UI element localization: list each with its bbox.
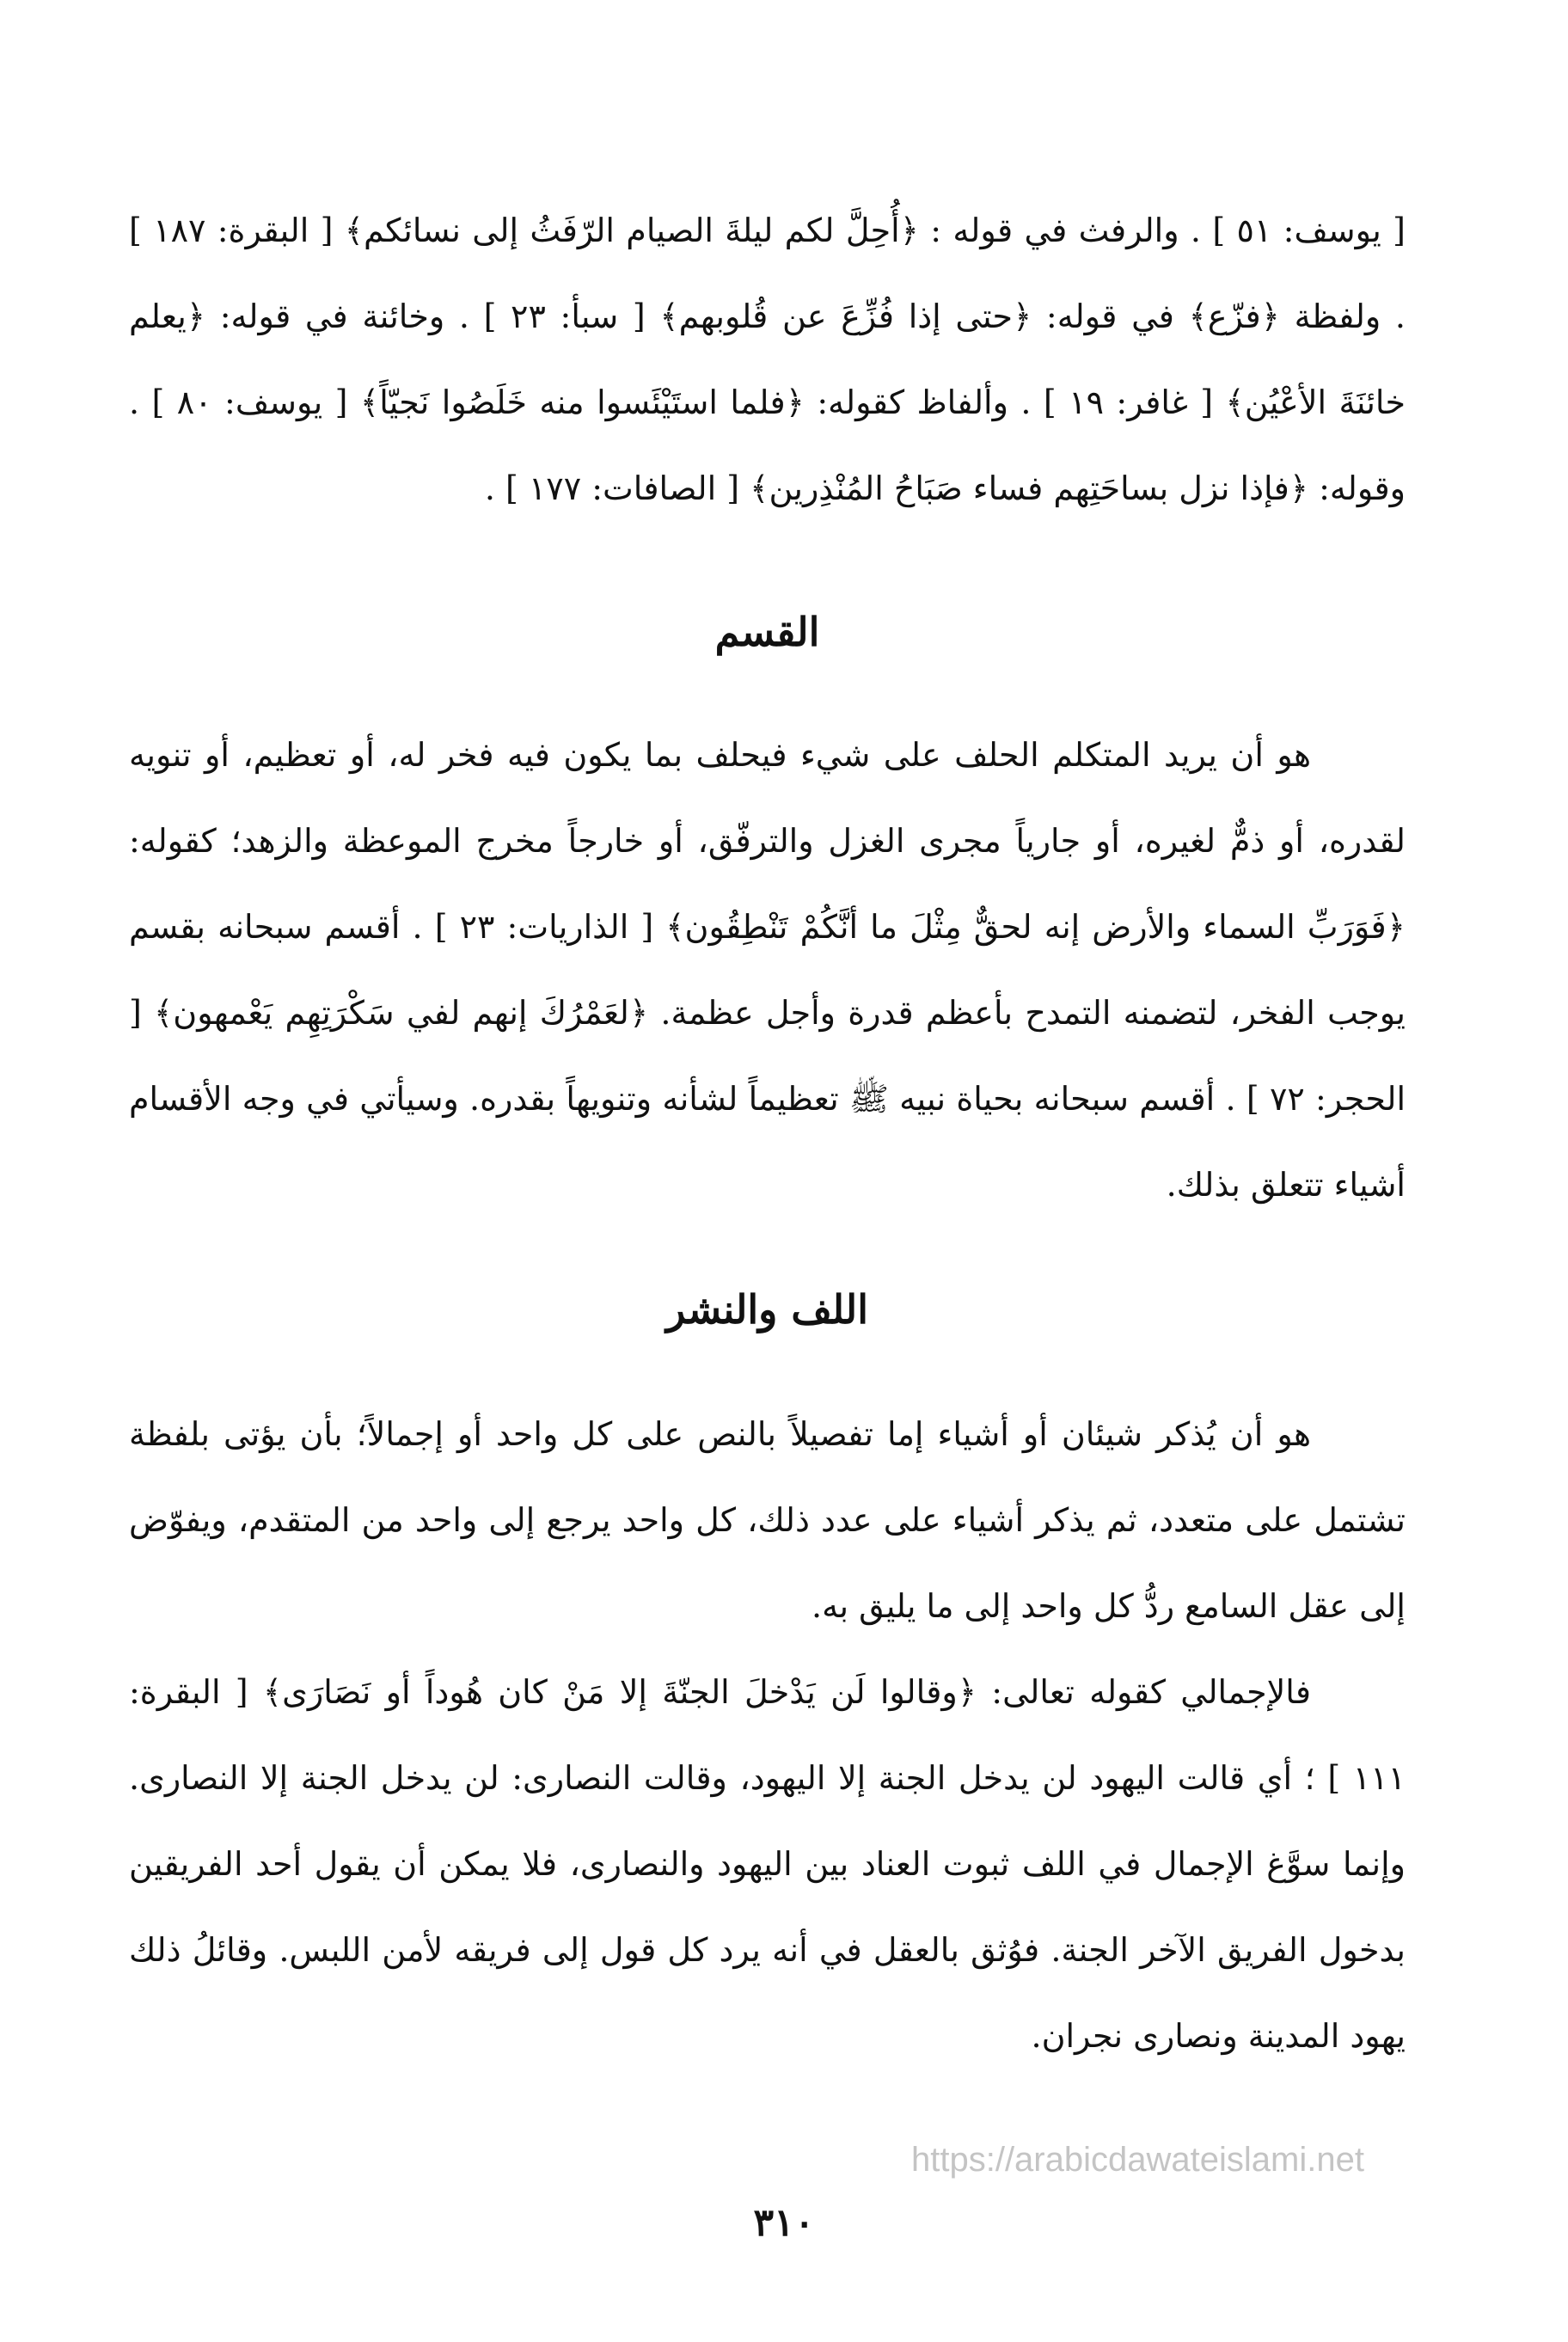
- laff-section-body: [129, 1391, 1406, 2079]
- top-paragraph: [ يوسف: ٥١ ] . والرفث في قوله : ﴿أُحِلَّ لكم ليلةَ الصيام الرّفَثُ إلى نسائكم﴾ [ البقرة: ١٨٧ ] . ولفظة ﴿فزّع﴾ في قوله: ﴿حتى إذا فُزِّعَ عن قُلوبهم﴾ [ سبأ: ٢٣ ] . وخائنة في قوله: ﴿يعلم خائنَةَ الأعْيُن﴾ [ غافر: ١٩ ] . وألفاظ كقوله: ﴿فلما استَيْئَسوا منه خَلَصُوا نَجيّاً﴾ [ يوسف: ٨٠ ] . وقوله: ﴿فإذا نزل بساحَتِهم فساء صَبَاحُ المُنْذِرين﴾ [ الصافات: ١٧٧ ] .: [129, 212, 1406, 507]
- laff-paragraph-1: هو أن يُذكر شيئان أو أشياء إما تفصيلاً بالنص على كل واحد أو إجمالاً؛ بأن يؤتى بلفظة تشتمل على متعدد، ثم يذكر أشياء على عدد ذلك، كل واحد يرجع إلى واحد من المتقدم، ويفوّض إلى عقل السامع ردُّ كل واحد إلى ما يليق به.: [129, 1415, 1406, 1625]
- watermark-url: https://arabicdawateislami.net: [911, 2141, 1364, 2179]
- qasam-section-body: [129, 712, 1406, 1228]
- laff-paragraph-2: فالإجمالي كقوله تعالى: ﴿وقالوا لَن يَدْخلَ الجنّةَ إلا مَنْ كان هُوداً أو نَصَارَى﴾ [ البقرة: ١١١ ] ؛ أي قالت اليهود لن يدخل الجنة إلا اليهود، وقالت النصارى: لن يدخل الجنة إلا النصارى. وإنما سوَّغ الإجمال في اللف ثبوت العناد بين اليهود والنصارى، فلا يمكن أن يقول أحد الفريقين بدخول الفريق الآخر الجنة. فوُثق بالعقل في أنه يرد كل قول إلى فريقه لأمن اللبس. وقائلُ ذلك يهود المدينة ونصارى نجران.: [129, 1673, 1406, 2055]
- top-paragraph-block: [129, 187, 1406, 531]
- section-heading-laff: اللف والنشر: [666, 1286, 868, 1333]
- page-number: ٣١٠: [753, 2201, 815, 2245]
- section-heading-qasam: القسم: [714, 609, 820, 655]
- qasam-paragraph: هو أن يريد المتكلم الحلف على شيء فيحلف بما يكون فيه فخر له، أو تعظيم، أو تنويه لقدره، أو ذمٌّ لغيره، أو جارياً مجرى الغزل والترفّق، أو خارجاً مخرج الموعظة والزهد؛ كقوله: ﴿فَوَرَبِّ السماء والأرض إنه لحقٌّ مِثْلَ ما أنَّكُمْ تَنْطِقُون﴾ [ الذاريات: ٢٣ ] . أقسم سبحانه بقسم يوجب الفخر، لتضمنه التمدح بأعظم قدرة وأجل عظمة. ﴿لعَمْرُكَ إنهم لفي سَكْرَتِهِم يَعْمهون﴾ [ الحجر: ٧٢ ] . أقسم سبحانه بحياة نبيه ﷺ تعظيماً لشأنه وتنويهاً بقدره. وسيأتي في وجه الأقسام أشياء تتعلق بذلك.: [129, 736, 1406, 1204]
